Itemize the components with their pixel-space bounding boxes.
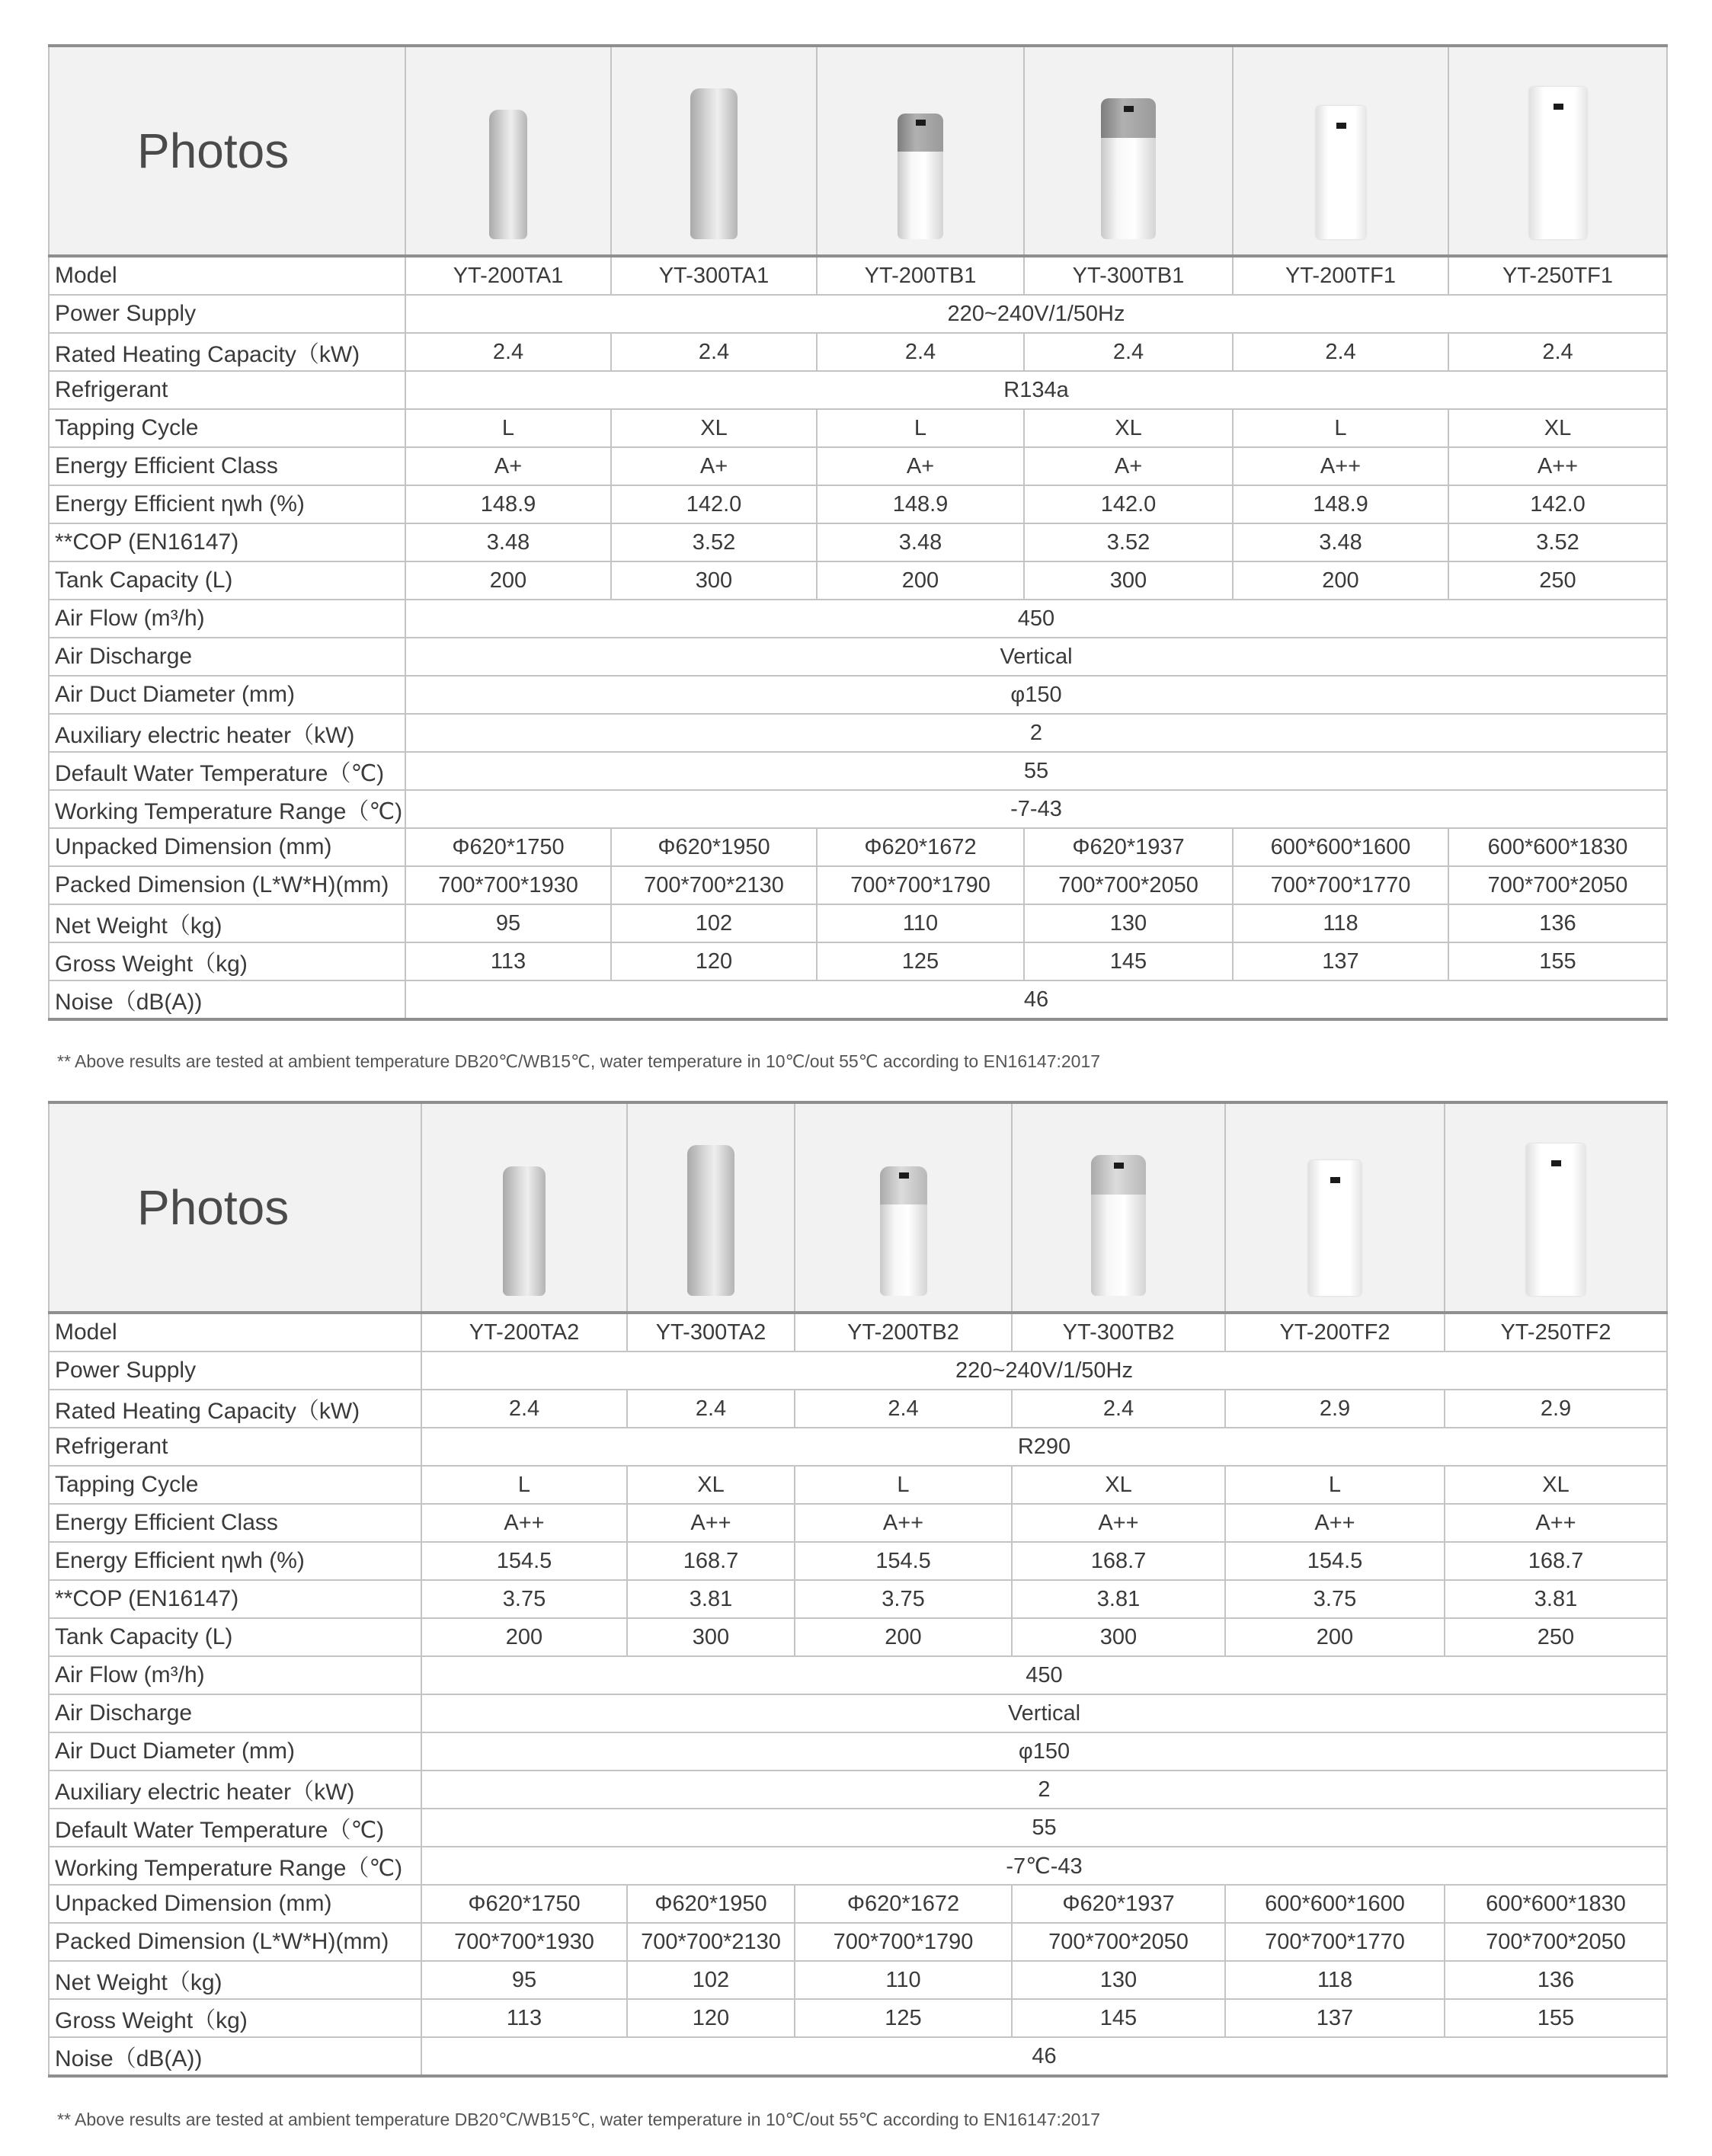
spec-value: A++ xyxy=(1445,1504,1667,1542)
photos-label: Photos xyxy=(49,1102,421,1313)
spec-value: 142.0 xyxy=(611,485,817,523)
tank-image xyxy=(1316,106,1366,239)
spec-row-packed-dimension-l-w-h-mm xyxy=(49,866,1667,904)
spec-value: 700*700*1790 xyxy=(817,866,1024,904)
spec-row-air-discharge xyxy=(49,1694,1667,1732)
row-label: Default Water Temperature（℃) xyxy=(49,1809,421,1847)
spec-value: 168.7 xyxy=(1012,1542,1225,1580)
spec-value-merged: φ150 xyxy=(421,1732,1667,1771)
row-label: Default Water Temperature（℃) xyxy=(49,752,405,790)
spec-row-unpacked-dimension-mm xyxy=(49,1885,1667,1923)
spec-value: 136 xyxy=(1445,1961,1667,1999)
footnote: ** Above results are tested at ambient temperature DB20℃/WB15℃, water temperature in 10℃/out 55℃ according to EN16147:2017 xyxy=(57,1051,1101,1071)
spec-value: 3.81 xyxy=(1012,1580,1225,1618)
spec-row-air-flow-m-h xyxy=(49,600,1667,638)
spec-value-merged: Vertical xyxy=(421,1694,1667,1732)
spec-value: A+ xyxy=(611,447,817,485)
spec-value-merged: Vertical xyxy=(405,638,1667,676)
spec-value: YT-200TB1 xyxy=(817,256,1024,295)
spec-row-model xyxy=(49,1313,1667,1351)
spec-value: 700*700*1930 xyxy=(405,866,611,904)
row-label: Working Temperature Range（℃) xyxy=(49,1847,421,1885)
product-photo xyxy=(1233,46,1448,256)
spec-row-power-supply xyxy=(49,295,1667,333)
spec-row-energy-efficient-class xyxy=(49,1504,1667,1542)
spec-value: 130 xyxy=(1024,904,1233,942)
spec-value: 3.48 xyxy=(1233,523,1448,561)
spec-value: 118 xyxy=(1225,1961,1445,1999)
spec-table-1 xyxy=(48,44,1668,1021)
spec-value: A++ xyxy=(1012,1504,1225,1542)
row-label: Unpacked Dimension (mm) xyxy=(49,1885,421,1923)
spec-value: 250 xyxy=(1448,561,1667,600)
row-label: Refrigerant xyxy=(49,1428,421,1466)
row-label: Auxiliary electric heater（kW) xyxy=(49,714,405,752)
spec-value: YT-300TB1 xyxy=(1024,256,1233,295)
photos-row xyxy=(49,46,1667,256)
spec-value-merged: φ150 xyxy=(405,676,1667,714)
footnote: ** Above results are tested at ambient temperature DB20℃/WB15℃, water temperature in 10℃/out 55℃ according to EN16147:2017 xyxy=(57,2110,1101,2129)
spec-row-working-temperature-range xyxy=(49,790,1667,828)
spec-value: 110 xyxy=(817,904,1024,942)
tank-image xyxy=(1526,1144,1586,1296)
spec-value: 300 xyxy=(1012,1618,1225,1656)
spec-row-net-weight-kg xyxy=(49,1961,1667,1999)
spec-row-rated-heating-capacity-kw xyxy=(49,1390,1667,1428)
spec-value-merged: 220~240V/1/50Hz xyxy=(421,1351,1667,1390)
spec-value: L xyxy=(817,409,1024,447)
spec-value: 2.4 xyxy=(1448,333,1667,371)
tank-image xyxy=(489,110,527,239)
row-label: Power Supply xyxy=(49,295,405,333)
row-label: Energy Efficient Class xyxy=(49,447,405,485)
product-photo xyxy=(611,46,817,256)
spec-value: 168.7 xyxy=(1445,1542,1667,1580)
spec-value: 148.9 xyxy=(405,485,611,523)
photos-label: Photos xyxy=(49,46,405,256)
spec-value: 142.0 xyxy=(1448,485,1667,523)
spec-value: L xyxy=(795,1466,1012,1504)
row-label: Air Flow (m³/h) xyxy=(49,1656,421,1694)
spec-value: 600*600*1830 xyxy=(1445,1885,1667,1923)
spec-row-gross-weight-kg xyxy=(49,1999,1667,2037)
spec-row-tapping-cycle xyxy=(49,409,1667,447)
spec-value: 95 xyxy=(421,1961,627,1999)
spec-value: XL xyxy=(611,409,817,447)
product-photo xyxy=(1225,1102,1445,1313)
spec-row-cop-en16147 xyxy=(49,523,1667,561)
spec-value: XL xyxy=(627,1466,795,1504)
spec-value: 148.9 xyxy=(817,485,1024,523)
spec-value: 102 xyxy=(627,1961,795,1999)
tank-image xyxy=(690,88,738,239)
spec-value: 154.5 xyxy=(421,1542,627,1580)
row-label: Model xyxy=(49,1313,421,1351)
spec-value: A++ xyxy=(627,1504,795,1542)
spec-value: 3.52 xyxy=(1024,523,1233,561)
row-label: Refrigerant xyxy=(49,371,405,409)
spec-value-merged: 55 xyxy=(405,752,1667,790)
spec-value: YT-250TF2 xyxy=(1445,1313,1667,1351)
spec-value: A++ xyxy=(1448,447,1667,485)
spec-value: L xyxy=(421,1466,627,1504)
spec-value: 155 xyxy=(1448,942,1667,980)
spec-value: A++ xyxy=(421,1504,627,1542)
spec-value: L xyxy=(1225,1466,1445,1504)
spec-value-merged: -7-43 xyxy=(405,790,1667,828)
spec-value: XL xyxy=(1448,409,1667,447)
spec-row-air-flow-m-h xyxy=(49,1656,1667,1694)
spec-row-energy-efficient-class xyxy=(49,447,1667,485)
product-photo xyxy=(1024,46,1233,256)
spec-value: 700*700*1930 xyxy=(421,1923,627,1961)
row-label: Packed Dimension (L*W*H)(mm) xyxy=(49,1923,421,1961)
spec-value: 2.4 xyxy=(1024,333,1233,371)
spec-value: YT-300TA2 xyxy=(627,1313,795,1351)
spec-value: L xyxy=(405,409,611,447)
spec-row-gross-weight-kg xyxy=(49,942,1667,980)
spec-value-merged: 450 xyxy=(405,600,1667,638)
row-label: Net Weight（kg) xyxy=(49,904,405,942)
spec-value: YT-200TA1 xyxy=(405,256,611,295)
spec-value: 113 xyxy=(405,942,611,980)
spec-value: 95 xyxy=(405,904,611,942)
row-label: Energy Efficient ηwh (%) xyxy=(49,1542,421,1580)
spec-value: 700*700*1770 xyxy=(1233,866,1448,904)
product-photo xyxy=(1448,46,1667,256)
spec-value: 154.5 xyxy=(795,1542,1012,1580)
spec-value: 200 xyxy=(817,561,1024,600)
row-label: Rated Heating Capacity（kW) xyxy=(49,333,405,371)
spec-value: XL xyxy=(1024,409,1233,447)
spec-value: 600*600*1600 xyxy=(1225,1885,1445,1923)
spec-value: 145 xyxy=(1024,942,1233,980)
spec-value: 3.81 xyxy=(627,1580,795,1618)
spec-value: 125 xyxy=(817,942,1024,980)
spec-row-net-weight-kg xyxy=(49,904,1667,942)
photos-row xyxy=(49,1102,1667,1313)
spec-value: 3.75 xyxy=(795,1580,1012,1618)
spec-value-merged: 2 xyxy=(421,1771,1667,1809)
spec-value: 200 xyxy=(1225,1618,1445,1656)
spec-value: 700*700*2050 xyxy=(1024,866,1233,904)
spec-value: 137 xyxy=(1233,942,1448,980)
spec-row-air-duct-diameter-mm xyxy=(49,676,1667,714)
spec-value: 3.75 xyxy=(421,1580,627,1618)
spec-value: 154.5 xyxy=(1225,1542,1445,1580)
row-label: Tank Capacity (L) xyxy=(49,1618,421,1656)
spec-row-tank-capacity-l xyxy=(49,561,1667,600)
spec-value: 700*700*2050 xyxy=(1012,1923,1225,1961)
spec-table-2 xyxy=(48,1101,1668,2078)
spec-value: 700*700*2130 xyxy=(627,1923,795,1961)
spec-value: 120 xyxy=(611,942,817,980)
spec-value: 2.4 xyxy=(405,333,611,371)
spec-value: YT-200TB2 xyxy=(795,1313,1012,1351)
spec-value: 300 xyxy=(1024,561,1233,600)
spec-value: 200 xyxy=(421,1618,627,1656)
spec-value: Φ620*1937 xyxy=(1024,828,1233,866)
spec-value: A++ xyxy=(1233,447,1448,485)
spec-row-default-water-temperature xyxy=(49,1809,1667,1847)
row-label: Air Duct Diameter (mm) xyxy=(49,1732,421,1771)
spec-value: Φ620*1672 xyxy=(795,1885,1012,1923)
spec-value: 137 xyxy=(1225,1999,1445,2037)
spec-value: 3.81 xyxy=(1445,1580,1667,1618)
spec-value: 300 xyxy=(627,1618,795,1656)
row-label: Noise（dB(A)) xyxy=(49,980,405,1019)
row-label: Model xyxy=(49,256,405,295)
row-label: Net Weight（kg) xyxy=(49,1961,421,1999)
spec-value-merged: R134a xyxy=(405,371,1667,409)
spec-value: 3.75 xyxy=(1225,1580,1445,1618)
spec-value: 2.4 xyxy=(795,1390,1012,1428)
spec-row-packed-dimension-l-w-h-mm xyxy=(49,1923,1667,1961)
spec-value: Φ620*1750 xyxy=(421,1885,627,1923)
spec-value: 200 xyxy=(405,561,611,600)
spec-row-default-water-temperature xyxy=(49,752,1667,790)
spec-rows xyxy=(49,1313,1667,2076)
product-photo xyxy=(421,1102,627,1313)
spec-row-working-temperature-range xyxy=(49,1847,1667,1885)
spec-value: 700*700*1770 xyxy=(1225,1923,1445,1961)
spec-row-model xyxy=(49,256,1667,295)
spec-row-tapping-cycle xyxy=(49,1466,1667,1504)
row-label: Air Discharge xyxy=(49,1694,421,1732)
row-label: **COP (EN16147) xyxy=(49,1580,421,1618)
tank-image xyxy=(1308,1160,1362,1296)
spec-value: 125 xyxy=(795,1999,1012,2037)
tank-image xyxy=(1091,1155,1146,1296)
spec-value: Φ620*1750 xyxy=(405,828,611,866)
row-label: Air Flow (m³/h) xyxy=(49,600,405,638)
row-label: Energy Efficient Class xyxy=(49,1504,421,1542)
row-label: Air Discharge xyxy=(49,638,405,676)
product-photo xyxy=(817,46,1024,256)
spec-value: 200 xyxy=(1233,561,1448,600)
spec-value: 600*600*1830 xyxy=(1448,828,1667,866)
tank-image xyxy=(503,1166,546,1296)
spec-value: Φ620*1950 xyxy=(611,828,817,866)
spec-row-noise-db-a xyxy=(49,2037,1667,2076)
spec-value: YT-300TA1 xyxy=(611,256,817,295)
row-label: Tapping Cycle xyxy=(49,409,405,447)
spec-row-auxiliary-electric-heater-kw xyxy=(49,714,1667,752)
spec-value: 250 xyxy=(1445,1618,1667,1656)
spec-value: A+ xyxy=(1024,447,1233,485)
spec-value: 110 xyxy=(795,1961,1012,1999)
product-photo xyxy=(1012,1102,1225,1313)
spec-value-merged: 46 xyxy=(421,2037,1667,2076)
spec-value-merged: 55 xyxy=(421,1809,1667,1847)
spec-value: 3.52 xyxy=(611,523,817,561)
row-label: Tapping Cycle xyxy=(49,1466,421,1504)
spec-value: 130 xyxy=(1012,1961,1225,1999)
spec-row-energy-efficient-wh xyxy=(49,485,1667,523)
spec-value: 2.4 xyxy=(1012,1390,1225,1428)
spec-value: A++ xyxy=(1225,1504,1445,1542)
spec-value: 700*700*2050 xyxy=(1448,866,1667,904)
spec-value: XL xyxy=(1445,1466,1667,1504)
spec-value-merged: 46 xyxy=(405,980,1667,1019)
row-label: Rated Heating Capacity（kW) xyxy=(49,1390,421,1428)
spec-value-merged: -7℃-43 xyxy=(421,1847,1667,1885)
row-label: Tank Capacity (L) xyxy=(49,561,405,600)
spec-row-refrigerant xyxy=(49,1428,1667,1466)
row-label: Packed Dimension (L*W*H)(mm) xyxy=(49,866,405,904)
spec-value: YT-200TF1 xyxy=(1233,256,1448,295)
row-label: Working Temperature Range（℃) xyxy=(49,790,405,828)
spec-value-merged: R290 xyxy=(421,1428,1667,1466)
tank-image xyxy=(687,1145,734,1296)
spec-value: YT-300TB2 xyxy=(1012,1313,1225,1351)
spec-value: Φ620*1672 xyxy=(817,828,1024,866)
spec-row-noise-db-a xyxy=(49,980,1667,1019)
spec-value: 3.48 xyxy=(817,523,1024,561)
row-label: Gross Weight（kg) xyxy=(49,942,405,980)
tank-image xyxy=(880,1166,927,1296)
product-photo xyxy=(405,46,611,256)
spec-value: 700*700*2050 xyxy=(1445,1923,1667,1961)
spec-value: 2.4 xyxy=(421,1390,627,1428)
spec-value-merged: 2 xyxy=(405,714,1667,752)
spec-row-tank-capacity-l xyxy=(49,1618,1667,1656)
spec-row-energy-efficient-wh xyxy=(49,1542,1667,1580)
tank-image xyxy=(898,114,943,239)
product-photo xyxy=(627,1102,795,1313)
spec-value: 145 xyxy=(1012,1999,1225,2037)
row-label: Energy Efficient ηwh (%) xyxy=(49,485,405,523)
row-label: Gross Weight（kg) xyxy=(49,1999,421,2037)
spec-value: 118 xyxy=(1233,904,1448,942)
spec-value: Φ620*1950 xyxy=(627,1885,795,1923)
spec-value: YT-200TA2 xyxy=(421,1313,627,1351)
spec-value: YT-200TF2 xyxy=(1225,1313,1445,1351)
spec-value: 2.4 xyxy=(817,333,1024,371)
spec-value: A++ xyxy=(795,1504,1012,1542)
spec-row-rated-heating-capacity-kw xyxy=(49,333,1667,371)
spec-value: 120 xyxy=(627,1999,795,2037)
spec-value: 700*700*1790 xyxy=(795,1923,1012,1961)
product-photo xyxy=(795,1102,1012,1313)
spec-row-power-supply xyxy=(49,1351,1667,1390)
row-label: Auxiliary electric heater（kW) xyxy=(49,1771,421,1809)
spec-value: 2.4 xyxy=(1233,333,1448,371)
spec-value: 2.9 xyxy=(1445,1390,1667,1428)
spec-value: 148.9 xyxy=(1233,485,1448,523)
spec-value: 3.48 xyxy=(405,523,611,561)
spec-row-auxiliary-electric-heater-kw xyxy=(49,1771,1667,1809)
spec-row-cop-en16147 xyxy=(49,1580,1667,1618)
spec-value: Φ620*1937 xyxy=(1012,1885,1225,1923)
spec-value: 700*700*2130 xyxy=(611,866,817,904)
row-label: **COP (EN16147) xyxy=(49,523,405,561)
spec-value: 168.7 xyxy=(627,1542,795,1580)
product-photo xyxy=(1445,1102,1667,1313)
spec-value: 113 xyxy=(421,1999,627,2037)
spec-row-unpacked-dimension-mm xyxy=(49,828,1667,866)
spec-value: 3.52 xyxy=(1448,523,1667,561)
spec-value: 2.9 xyxy=(1225,1390,1445,1428)
spec-row-refrigerant xyxy=(49,371,1667,409)
spec-value-merged: 220~240V/1/50Hz xyxy=(405,295,1667,333)
spec-value: 142.0 xyxy=(1024,485,1233,523)
spec-value: 300 xyxy=(611,561,817,600)
spec-row-air-duct-diameter-mm xyxy=(49,1732,1667,1771)
spec-value: A+ xyxy=(405,447,611,485)
row-label: Air Duct Diameter (mm) xyxy=(49,676,405,714)
spec-value: 2.4 xyxy=(611,333,817,371)
spec-rows xyxy=(49,256,1667,1019)
spec-value: XL xyxy=(1012,1466,1225,1504)
spec-value: L xyxy=(1233,409,1448,447)
tank-image xyxy=(1529,87,1587,239)
spec-value: 2.4 xyxy=(627,1390,795,1428)
spec-value: 600*600*1600 xyxy=(1233,828,1448,866)
tank-image xyxy=(1101,98,1156,239)
row-label: Power Supply xyxy=(49,1351,421,1390)
spec-value: A+ xyxy=(817,447,1024,485)
spec-value: YT-250TF1 xyxy=(1448,256,1667,295)
spec-value-merged: 450 xyxy=(421,1656,1667,1694)
row-label: Unpacked Dimension (mm) xyxy=(49,828,405,866)
spec-value: 200 xyxy=(795,1618,1012,1656)
spec-value: 102 xyxy=(611,904,817,942)
spec-value: 136 xyxy=(1448,904,1667,942)
spec-value: 155 xyxy=(1445,1999,1667,2037)
row-label: Noise（dB(A)) xyxy=(49,2037,421,2076)
spec-row-air-discharge xyxy=(49,638,1667,676)
